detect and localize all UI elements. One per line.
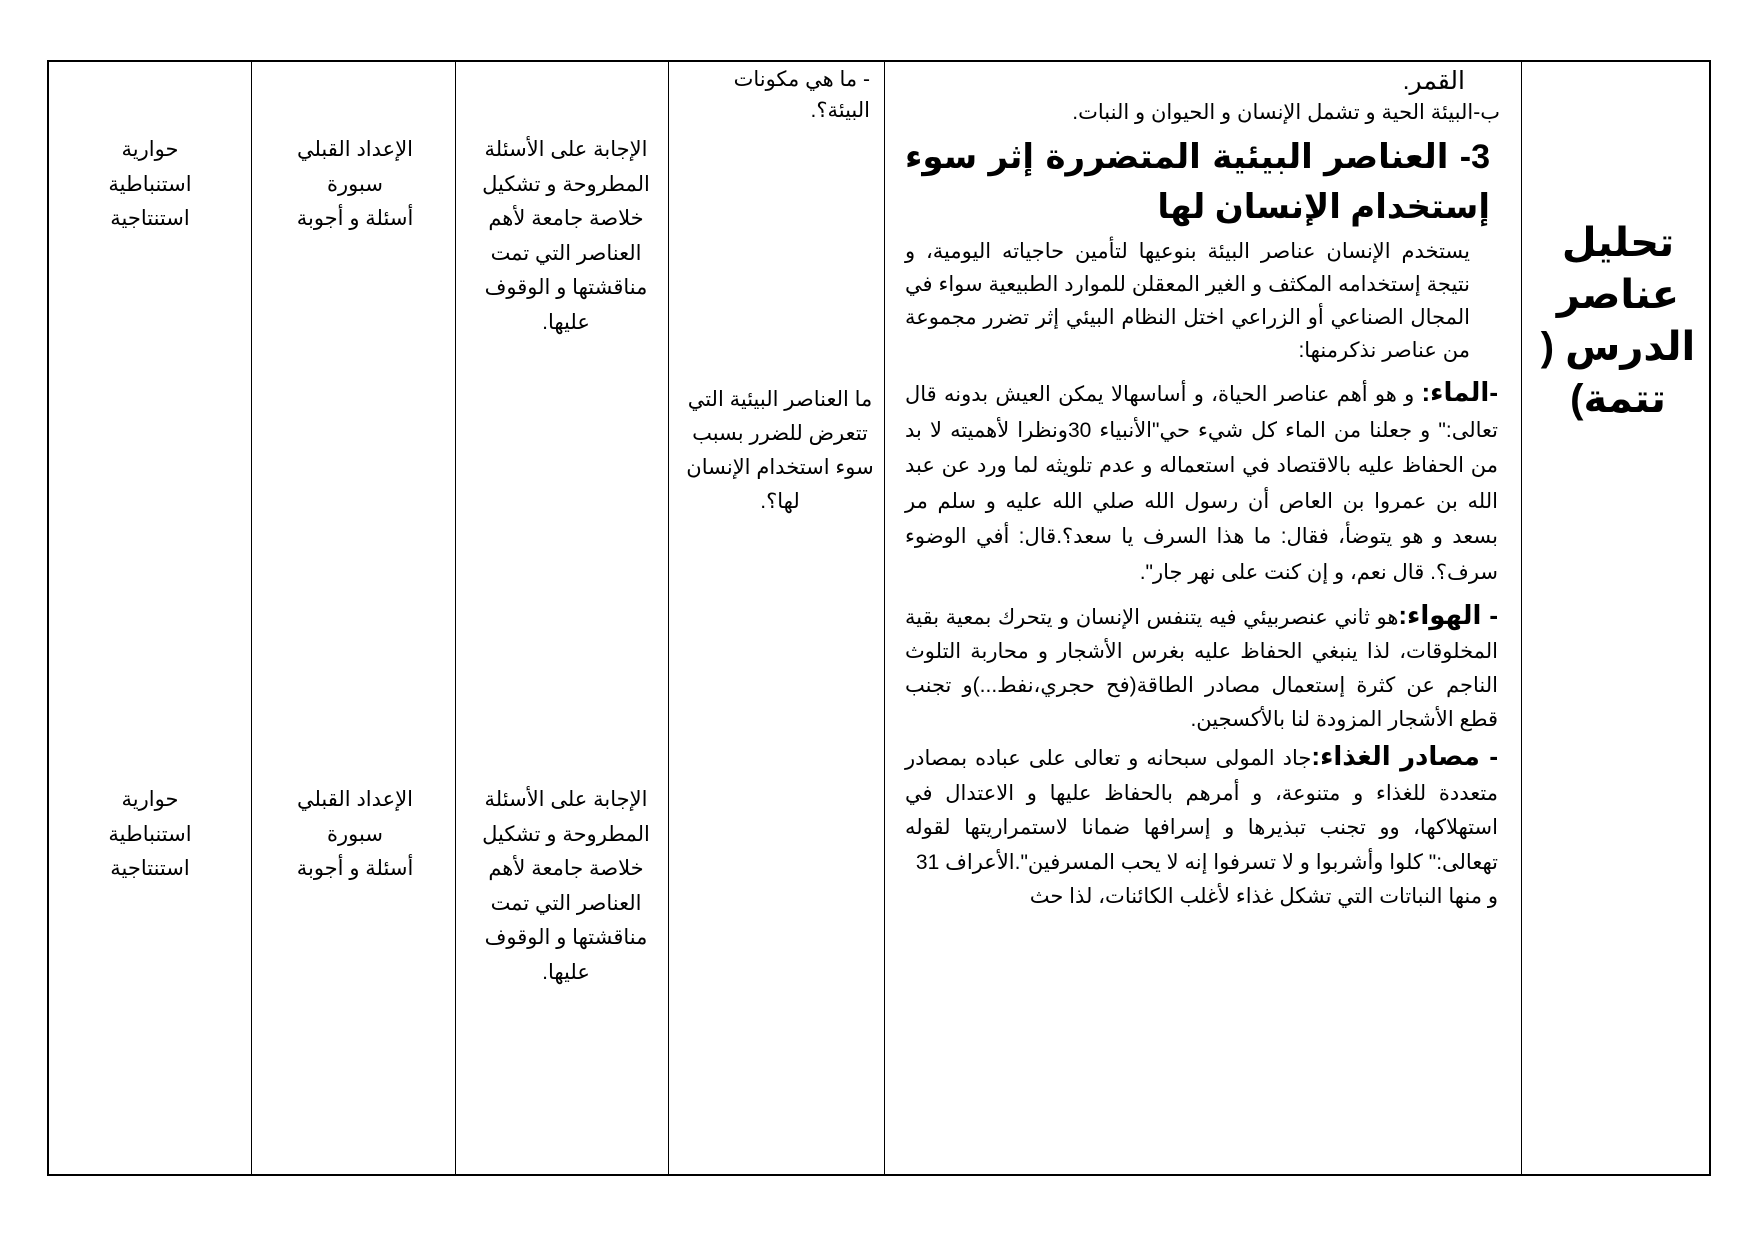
column-divider [1521, 60, 1522, 1176]
food-label: - مصادر الغذاء: [1311, 741, 1498, 771]
section-heading: 3- العناصر البيئية المتضررة إثر سوء إستخدام الإنسان لها [905, 138, 1490, 226]
air-paragraph [895, 598, 1510, 737]
activity-1: الإجابة على الأسئلة المطروحة و تشكيل خلاصة جامعة لأهم العناصر التي تمت مناقشتها و الوقوف عليها. [482, 138, 650, 334]
question-2: ما العناصر البيئية التي تتعرض للضرر بسبب سوء استخدام الإنسان لها؟. [686, 388, 874, 513]
means-2 [265, 783, 445, 887]
water-label: -الماء: [1421, 377, 1498, 407]
section-title: تحليل عناصر الدرس ( تتمة) [1540, 221, 1696, 421]
means-item: الإعداد القبلي [296, 138, 414, 161]
air-label: - الهواء: [1398, 600, 1498, 630]
line-moon: القمر. [1402, 67, 1465, 95]
water-paragraph [895, 375, 1510, 590]
method-item: استنباطية [108, 822, 192, 846]
method-item: استنباطية [108, 172, 192, 196]
column-divider [668, 60, 669, 1176]
line-living-environment: ب-البيئة الحية و تشمل الإنسان و الحيوان و النبات. [1072, 101, 1500, 124]
food-paragraph [895, 739, 1510, 880]
water-text: و هو أهم عناصر الحياة، و أساسهالا يمكن العيش بدونه قال تعالى:" و جعلنا من الماء كل شيء حي"الأنبياء 30ونظرا لأهميته لا بد من الحفاظ عليه بالاقتصاد في استعماله و عدم تلويثه لما ورد عن عبد الله بن عمروا بن العاص أن رسول الله صلي الله عليه و سلم مر بسعد و هو يتوضأ، فقال: ما هذا السرف يا سعد؟.قال: أفي الوضوء سرف؟. قال نعم، و إن كنت على نهر جار". [905, 383, 1498, 584]
means-item: سبورة [327, 822, 383, 846]
method-item: حوارية [121, 788, 179, 811]
means-item: أسئلة و أجوبة [296, 857, 414, 880]
activity-2: الإجابة على الأسئلة المطروحة و تشكيل خلاصة جامعة لأهم العناصر التي تمت مناقشتها و الوقوف عليها. [482, 788, 650, 984]
column-divider [884, 60, 885, 1176]
food-text: جاد المولى سبحانه و تعالى على عباده بمصادر متعددة للغذاء و متنوعة، و أمرهم بالحفاظ عليها و الاعتدال في استهلاكها، وو تجنب تبذيرها و إسرافها ضمانا لاستمراريتها لقوله تهعالى:" كلوا وأشربوا و لا تسرفوا إنه لا يحب المسرفين".الأعراف 31 [905, 747, 1498, 874]
air-text: هو ثاني عنصربيئي فيه يتنفس الإنسان و يتحرك بمعية بقية المخلوقات، لذا ينبغي الحفاظ عليه بغرس الأشجار و محاربة التلوث الناجم عن كثرة إستعمال مصادر الطاقة(فح حجري،نفط...)و تجنب قطع الأشجار المزودة لنا بالأكسجين. [905, 606, 1498, 731]
column-divider [251, 60, 252, 1176]
means-item: الإعداد القبلي [296, 788, 414, 811]
content-column [895, 64, 1510, 914]
question-1: - ما هي مكونات البيئة؟. [733, 68, 870, 122]
intro-paragraph: يستخدم الإنسان عناصر البيئة بنوعيها لتأمين حاجياته اليومية، و نتيجة إستخدامه المكثف و الغير المعقلن للموارد الطبيعية سواء في المجال الصناعي أو الزراعي اختل النظام البيئي إثر تضرر مجموعة من عناصر نذكرمنها: [905, 240, 1470, 362]
methods-1 [60, 133, 240, 237]
column-divider [455, 60, 456, 1176]
method-item: حوارية [121, 138, 179, 161]
questions-column [676, 64, 876, 126]
means-item: أسئلة و أجوبة [296, 207, 414, 230]
methods-2 [60, 783, 240, 887]
means-item: سبورة [327, 172, 383, 196]
method-item: استنتاجية [110, 857, 190, 880]
method-item: استنتاجية [110, 207, 190, 230]
means-1 [265, 133, 445, 237]
last-line: و منها النباتات التي تشكل غذاء لأغلب الكائنات، لذا حث [1029, 885, 1498, 908]
